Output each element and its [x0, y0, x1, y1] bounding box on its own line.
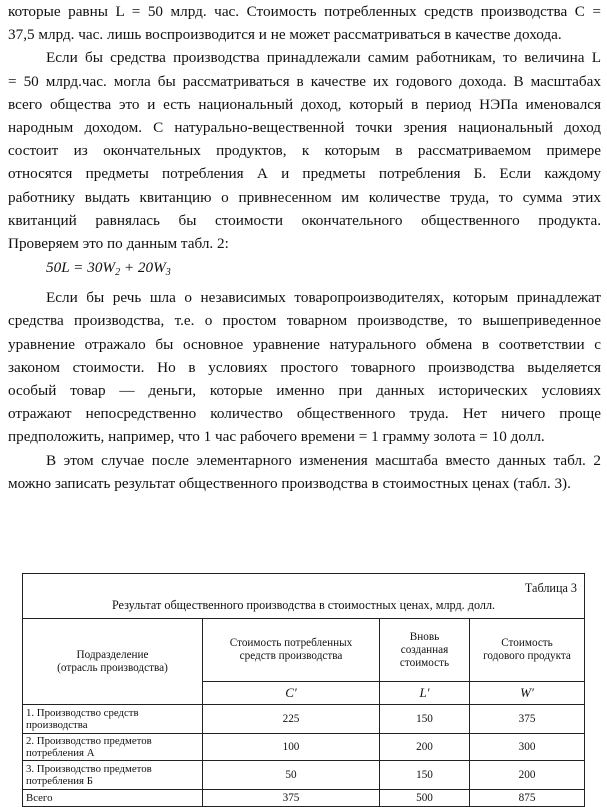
table-total-row	[23, 790, 585, 807]
paragraph-2-line-2: = 50 млрд.час. могла бы рассматриваться в качестве их годового дохода. В масштабах	[8, 72, 601, 90]
cell-w: 300	[470, 734, 585, 761]
table-title: Результат общественного производства в стоимостных ценах, млрд. долл.	[111, 598, 496, 612]
row-label-line-1: 3. Производство предметов	[26, 762, 152, 775]
row-label	[23, 761, 203, 790]
paragraph-2-line-6: относятся предметы потребления А и предметы потребления Б. Если каждому	[8, 165, 601, 183]
table-3	[22, 573, 585, 807]
paragraph-2-line-1: Если бы средства производства принадлежали самим работникам, то величина L	[46, 49, 601, 67]
row-label	[23, 734, 203, 761]
paragraph-1-line-2: 37,5 млрд. час. лишь воспроизводится и не может рассматриваться в качестве дохода.	[8, 26, 562, 44]
cell-c: 100	[203, 734, 380, 761]
symbol-w: W′	[470, 682, 585, 705]
row-label-line-2: потребления Б	[26, 775, 93, 787]
header-new-value	[380, 619, 470, 682]
row-label-line-2: потребления А	[26, 747, 95, 759]
header-consumed	[203, 619, 380, 682]
cell-c: 50	[203, 761, 380, 790]
cell-l: 150	[380, 761, 470, 790]
paragraph-3-line-6: отражают непосредственно количество общественного труда. Нет ничего проще	[8, 405, 601, 423]
header-new-line-1: Вновь	[409, 630, 440, 643]
header-division-line-1: Подразделение	[76, 648, 149, 661]
header-annual-value	[470, 619, 585, 682]
total-c: 375	[203, 790, 380, 807]
equation-term-1: 30W	[87, 259, 116, 277]
table-row	[23, 761, 585, 790]
cell-w: 375	[470, 705, 585, 734]
equation-term-2: 20W	[137, 259, 166, 277]
header-new-line-2: созданная	[400, 643, 449, 656]
equation	[8, 255, 601, 286]
paragraph-2-line-3: всего общества это и есть национальный доход, который в период НЭПа именовался	[8, 95, 601, 113]
paragraph-1-line-1: которые равны L = 50 млрд. час. Стоимость потребленных средств производства C =	[8, 3, 601, 20]
paragraph-3-line-1: Если бы речь шла о независимых товаропроизводителях, которым принадлежат	[46, 289, 601, 307]
cell-l: 200	[380, 734, 470, 761]
equation-sub-1: 2	[115, 267, 121, 279]
equation-sub-2: 3	[165, 267, 171, 279]
total-l: 500	[380, 790, 470, 807]
total-label: Всего	[23, 790, 203, 807]
row-label-line-1: 2. Производство предметов	[26, 734, 152, 747]
document-page	[8, 0, 601, 495]
table-number: Таблица 3	[524, 581, 578, 595]
header-consumed-line-2: средств производства	[239, 650, 343, 662]
header-division-line-2: (отрасль производства)	[57, 661, 168, 674]
paragraph-3-line-2: средства производства, т.е. о простом товарном производстве, то вышеприведенное	[8, 312, 601, 330]
symbol-l: L′	[380, 682, 470, 705]
symbol-c: C′	[203, 682, 380, 705]
paragraph-2-line-4: народным доходом. С натурально-вещественной точки зрения национальный доход	[8, 119, 601, 137]
paragraph-3-line-3: уравнение отражало бы основное уравнение натурального обмена в соответствии с	[8, 335, 601, 353]
header-new-line-3: стоимость	[399, 656, 450, 669]
paragraph-4-line-1: В этом случае после элементарного изменения масштаба вместо данных табл. 2	[46, 451, 601, 469]
paragraph-4-line-2: можно записать результат общественного производства в стоимостных ценах (табл. 3).	[8, 474, 571, 492]
row-label	[23, 705, 203, 734]
equation-equals: =	[69, 259, 88, 277]
cell-w: 200	[470, 761, 585, 790]
cell-l: 150	[380, 705, 470, 734]
header-annual-line-2: годового продукта	[483, 650, 571, 662]
cell-c: 225	[203, 705, 380, 734]
paragraph-2-line-9: Проверяем это по данным табл. 2:	[8, 235, 229, 253]
equation-lhs: 50L	[46, 259, 70, 277]
paragraph-3-line-7: предположить, например, что 1 час рабочего времени = 1 грамму золота = 10 долл.	[8, 428, 545, 446]
row-label-line-2: производства	[26, 719, 88, 731]
row-label-line-1: 1. Производство средств	[26, 706, 139, 719]
paragraph-3-line-5: особый товар — деньги, которые именно при данных исторических условиях	[8, 382, 601, 400]
header-division	[23, 619, 203, 705]
table-row	[23, 734, 585, 761]
header-annual-line-1: Стоимость	[501, 637, 553, 649]
table-caption-cell	[23, 574, 585, 619]
paragraph-2-line-8: квитанций равнялась бы стоимости окончательного общественного продукта.	[8, 211, 601, 229]
total-w: 875	[470, 790, 585, 807]
paragraph-2-line-5: состоит из окончательных продуктов, к которым в рассматриваемом примере	[8, 142, 601, 160]
equation-plus: +	[120, 259, 138, 277]
paragraph-3-line-4: законом стоимости. Но в условиях простого товарного производства выделяется	[8, 358, 601, 376]
paragraph-2-line-7: работнику выдать квитанцию о привнесенном им количестве труда, то сумма этих	[8, 188, 601, 206]
table-row	[23, 705, 585, 734]
header-consumed-line-1: Стоимость потребленных	[229, 637, 353, 649]
